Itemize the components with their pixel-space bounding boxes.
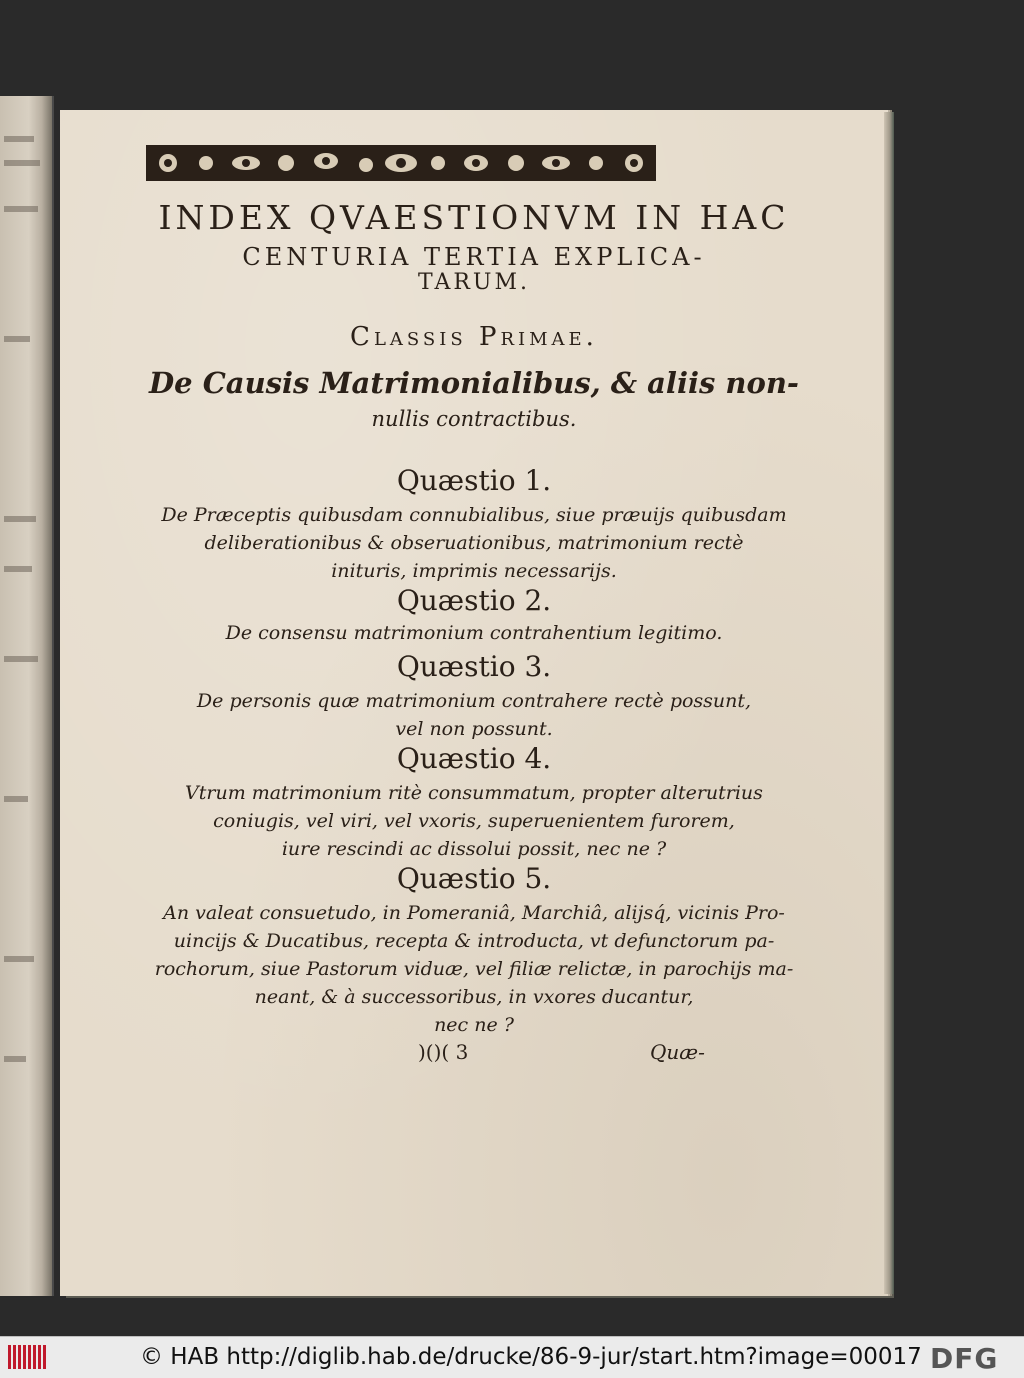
question-text-line: rochorum, siue Pastorum viduæ, vel filiæ relictæ, in parochijs ma- xyxy=(154,958,794,980)
copyright-link[interactable]: © HAB http://diglib.hab.de/drucke/86-9-jur/start.htm?image=00017 xyxy=(140,1344,922,1370)
question-heading: Quæstio 5. xyxy=(396,862,552,895)
index-title-line-2: CENTURIA TERTIA EXPLICA- xyxy=(242,243,706,271)
index-title-line-3: TARUM. xyxy=(418,270,530,295)
question-heading: Quæstio 4. xyxy=(396,742,552,775)
question-text-line: De Præceptis quibusdam connubialibus, siue præuijs quibusdam xyxy=(161,504,787,526)
question-text-line: uincijs & Ducatibus, recepta & introducta, vt defunctorum pa- xyxy=(173,930,775,952)
dfg-logo: DFG xyxy=(930,1342,999,1375)
subtitle-line-2: nullis contractibus. xyxy=(371,407,577,431)
question-text-line: De consensu matrimonium contrahentium legitimo. xyxy=(225,622,723,644)
question-text-line: inituris, imprimis necessarijs. xyxy=(331,560,617,582)
question-heading: Quæstio 1. xyxy=(396,464,552,497)
question-text-line: An valeat consuetudo, in Pomeraniâ, Marchiâ, alijsq́, vicinis Pro- xyxy=(163,902,785,924)
previous-page-edge xyxy=(0,96,54,1296)
catchword: Quæ- xyxy=(650,1040,705,1064)
question-text-line: neant, & à successoribus, in vxores ducantur, xyxy=(254,986,694,1008)
subtitle-line-1: De Causis Matrimonialibus, & aliis non- xyxy=(149,366,799,400)
question-text-line: iure rescindi ac dissolui possit, nec ne ? xyxy=(281,838,667,860)
index-title-line-1: INDEX QVAESTIONVM IN HAC xyxy=(158,198,790,237)
question-text-line: nec ne ? xyxy=(434,1014,514,1036)
headpiece-ornament xyxy=(146,143,656,183)
question-text-line: De personis quæ matrimonium contrahere rectè possunt, xyxy=(196,690,752,712)
viewer-footer xyxy=(0,1336,1024,1378)
signature-mark: )()( 3 xyxy=(418,1040,469,1064)
question-text-line: vel non possunt. xyxy=(395,718,553,740)
question-text-line: Vtrum matrimonium ritè consummatum, propter alterutrius xyxy=(185,782,763,804)
question-heading: Quæstio 2. xyxy=(396,584,552,617)
classis-heading: Classis Primae. xyxy=(350,322,598,352)
barcode-icon xyxy=(8,1345,48,1369)
question-text-line: coniugis, vel viri, vel vxoris, superuenientem furorem, xyxy=(213,810,735,832)
question-text-line: deliberationibus & obseruationibus, matrimonium rectè xyxy=(204,532,744,554)
question-heading: Quæstio 3. xyxy=(396,650,552,683)
